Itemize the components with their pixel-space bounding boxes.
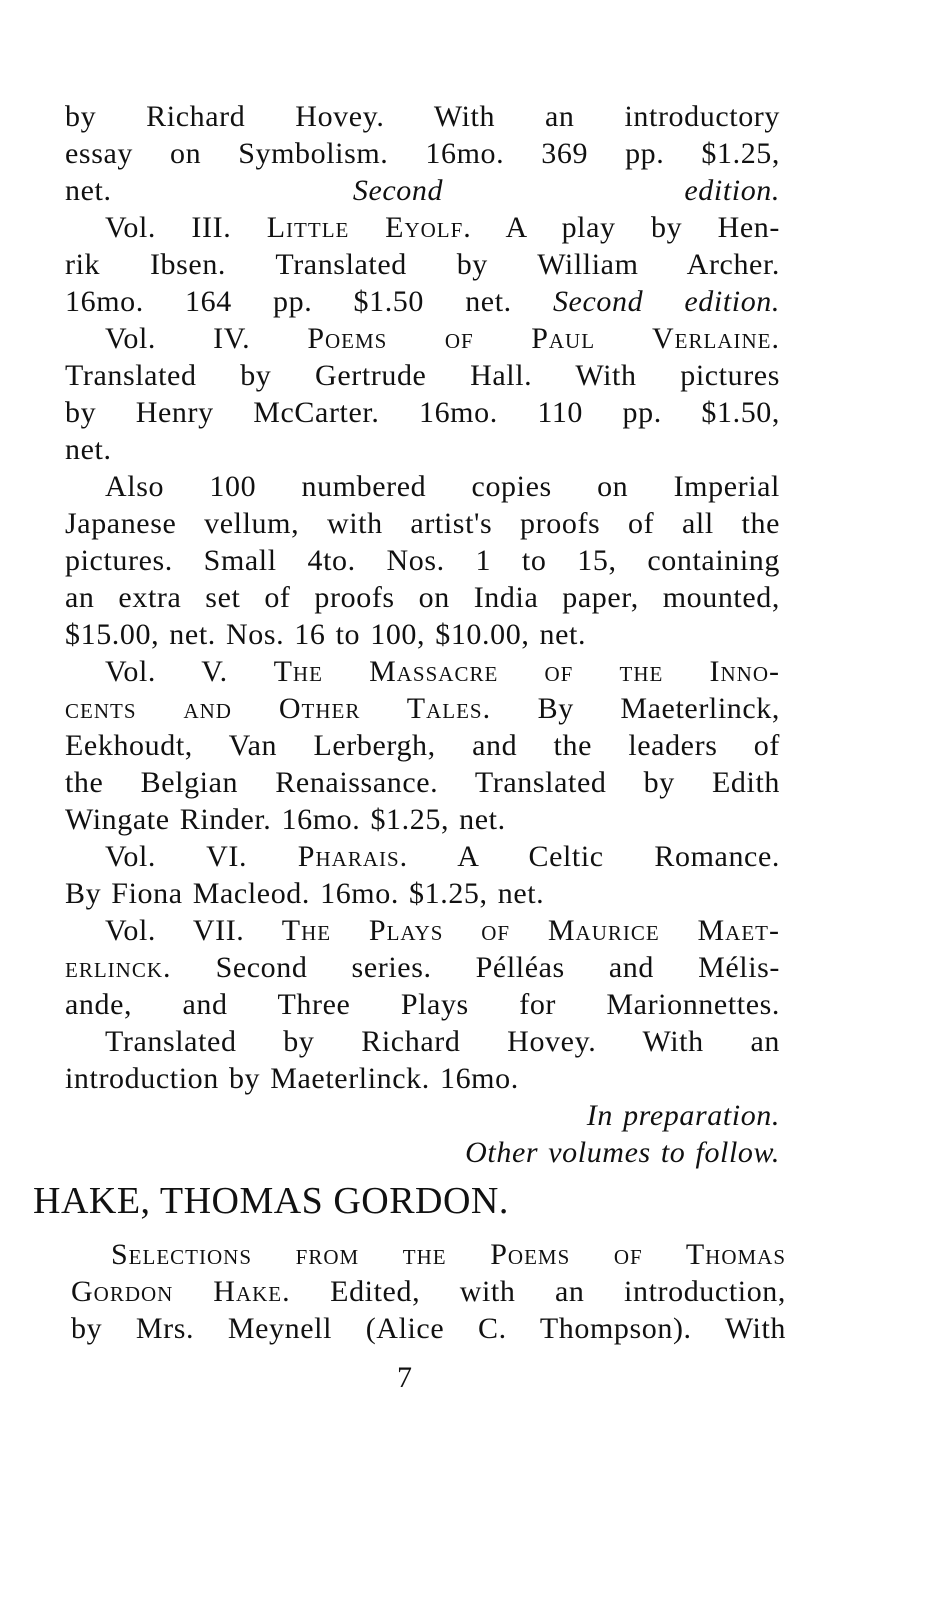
title-smallcaps: Selections from the Poems of Thomas [111, 1238, 786, 1271]
text-line [65, 764, 780, 801]
title-smallcaps: Little Eyolf. [266, 211, 472, 244]
text-segment: Vol. V. [105, 655, 274, 688]
title-smallcaps: Poems of Paul Verlaine. [307, 322, 780, 355]
text-segment: Vol. VII. [105, 914, 282, 947]
text-line [71, 1310, 786, 1347]
text-line [65, 838, 780, 875]
text-line [65, 431, 780, 468]
text-segment: Vol. IV. [105, 322, 308, 355]
text-line [65, 616, 780, 653]
text-segment: ande, and Three Plays for Marionnettes. [65, 988, 780, 1021]
text-line [65, 209, 780, 246]
italic-note: Second edition. [552, 285, 780, 318]
text-segment: By Fiona Macleod. 16mo. $1.25, net. [65, 877, 545, 910]
text-segment: the Belgian Renaissance. Translated by Edith [65, 766, 780, 799]
text-segment: Edited, with an introduction, [290, 1275, 786, 1308]
text-segment: $15.00, net. Nos. 16 to 100, $10.00, net. [65, 618, 587, 651]
text-segment: Translated by Richard Hovey. With an [105, 1025, 780, 1058]
text-line [71, 1273, 786, 1310]
text-segment: Vol. III. [105, 211, 267, 244]
text-line [65, 653, 780, 690]
text-segment: pictures. Small 4to. Nos. 1 to 15, containing [65, 544, 780, 577]
text-segment: Translated by Gertrude Hall. With pictures [65, 359, 780, 392]
italic-note: In preparation. [586, 1099, 780, 1132]
text-segment: 16mo. 164 pp. $1.50 net. [65, 285, 553, 318]
title-smallcaps: cents and Other Tales. [65, 692, 492, 725]
text-segment: by Henry McCarter. 16mo. 110 pp. $1.50, [65, 396, 780, 429]
text-segment: By Maeterlinck, [491, 692, 781, 725]
text-line [65, 986, 780, 1023]
text-segment: Wingate Rinder. 16mo. $1.25, net. [65, 803, 506, 836]
text-line [71, 1236, 786, 1273]
italic-note: Second edition. [352, 174, 781, 207]
text-segment: A Celtic Romance. [408, 840, 780, 873]
text-segment: introduction by Maeterlinck. 16mo. [65, 1062, 519, 1095]
italic-note: Other volumes to follow. [465, 1136, 780, 1169]
text-segment: Eekhoudt, Van Lerbergh, and the leaders of [65, 729, 780, 762]
title-smallcaps: erlinck. [65, 951, 172, 984]
title-smallcaps: The Massacre of the Inno- [273, 655, 780, 688]
text-line [65, 357, 780, 394]
text-line [65, 246, 780, 283]
text-line [65, 1060, 780, 1097]
text-segment: Japanese vellum, with artist's proofs of all the [65, 507, 780, 540]
text-line [65, 1134, 780, 1171]
text-line [65, 875, 780, 912]
catalog-text-block [65, 98, 780, 1171]
text-line [65, 468, 780, 505]
text-segment: net. [65, 174, 353, 207]
text-line [65, 394, 780, 431]
text-line [65, 320, 780, 357]
title-smallcaps: The Plays of Maurice Maet- [281, 914, 780, 947]
text-segment: net. [65, 433, 112, 466]
title-smallcaps: Gordon Hake. [71, 1275, 291, 1308]
text-line [65, 135, 780, 172]
text-segment: Vol. VI. [105, 840, 298, 873]
text-line [65, 949, 780, 986]
text-line [65, 505, 780, 542]
text-segment: an extra set of proofs on India paper, mounted, [65, 581, 780, 614]
hake-entry-text [71, 1236, 786, 1347]
text-line [65, 727, 780, 764]
author-heading: HAKE, THOMAS GORDON. [33, 1180, 509, 1222]
text-line [65, 172, 780, 209]
page-number: 7 [397, 1361, 412, 1394]
text-segment: A play by Hen- [471, 211, 780, 244]
text-segment: Second series. Pélléas and Mélis- [171, 951, 780, 984]
text-segment: by Richard Hovey. With an introductory [65, 100, 780, 133]
text-segment: by Mrs. Meynell (Alice C. Thompson). With [71, 1312, 786, 1345]
title-smallcaps: Pharais. [297, 840, 409, 873]
text-segment: rik Ibsen. Translated by William Archer. [65, 248, 780, 281]
text-line [65, 801, 780, 838]
text-line [65, 579, 780, 616]
text-line [65, 542, 780, 579]
text-line [65, 283, 780, 320]
text-segment: Also 100 numbered copies on Imperial [105, 470, 780, 503]
text-line [65, 1023, 780, 1060]
text-line [65, 690, 780, 727]
text-segment: essay on Symbolism. 16mo. 369 pp. $1.25, [65, 137, 780, 170]
text-line [65, 912, 780, 949]
text-line [65, 98, 780, 135]
text-line [65, 1097, 780, 1134]
